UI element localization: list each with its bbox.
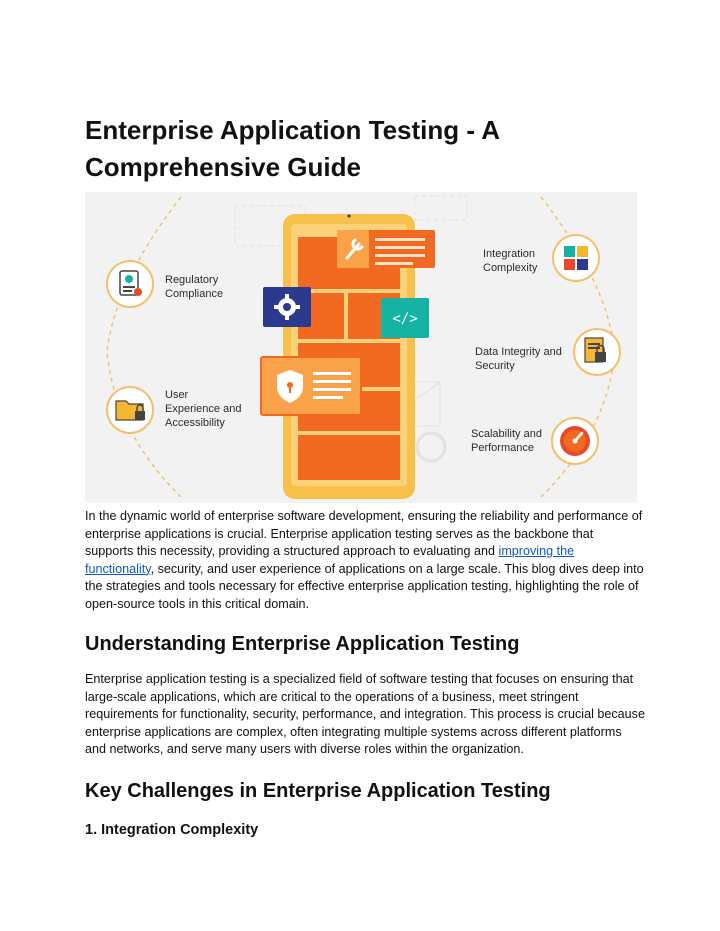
label-data-1: Data Integrity and: [475, 346, 562, 358]
intro-text-end: , security, and user experience of applications on a large scale. This blog dives deep into the strategies and tools necessary for effective enterprise application testing, highlighting the role of open-source tools in this critical domain.: [85, 561, 644, 611]
page-title: Enterprise Application Testing - A Comprehensive Guide: [85, 115, 500, 182]
intro-text-start: In the dynamic world of enterprise software development, ensuring the reliability and performance of enterprise applications is crucial. Enterprise application testing serves as the backbone that supports this necessity, providing a structured approach to evaluating and: [85, 509, 643, 559]
shield-icon: [261, 357, 361, 415]
label-data-2: Security: [475, 360, 515, 372]
label-regulatory-2: Compliance: [165, 288, 224, 300]
label-ux-2: Experience and: [165, 403, 242, 415]
understanding-paragraph: Enterprise application testing is a specialized field of software testing that focuses on ensuring that large-scale applications, which are critical to the operations of a business, meet stringent requirements for functionality, security, performance, and integration. This process is crucial because enterprise applications are complex, often integrating multiple systems across different platforms and networks, and serve many users with diverse roles within the organization.: [85, 672, 645, 757]
checklist-badge-icon: [107, 261, 153, 307]
puzzle-icon: [553, 235, 599, 281]
label-integration-2: Complexity: [483, 262, 538, 274]
label-scal-2: Performance: [471, 442, 534, 454]
intro-paragraph: [85, 508, 645, 614]
gear-icon: [263, 287, 311, 327]
wrench-icon: [337, 230, 435, 268]
document-lock-icon: [574, 329, 620, 375]
section-heading-understanding: Understanding Enterprise Application Testing: [85, 633, 520, 655]
section-heading-challenges: Key Challenges in Enterprise Application Testing: [85, 780, 551, 802]
subheading-integration-complexity: 1. Integration Complexity: [85, 822, 259, 838]
code-icon: [381, 298, 429, 338]
label-regulatory-1: Regulatory: [165, 274, 219, 286]
label-ux-1: User: [165, 389, 189, 401]
speedometer-icon: [552, 418, 598, 464]
hero-illustration: [85, 192, 637, 503]
label-ux-3: Accessibility: [165, 417, 225, 429]
improving-functionality-link[interactable]: improving the functionality: [85, 544, 575, 576]
svg-text:</>: </>: [392, 311, 418, 327]
label-integration-1: Integration: [483, 248, 535, 260]
folder-lock-icon: [107, 387, 153, 433]
label-scal-1: Scalability and: [471, 428, 542, 440]
